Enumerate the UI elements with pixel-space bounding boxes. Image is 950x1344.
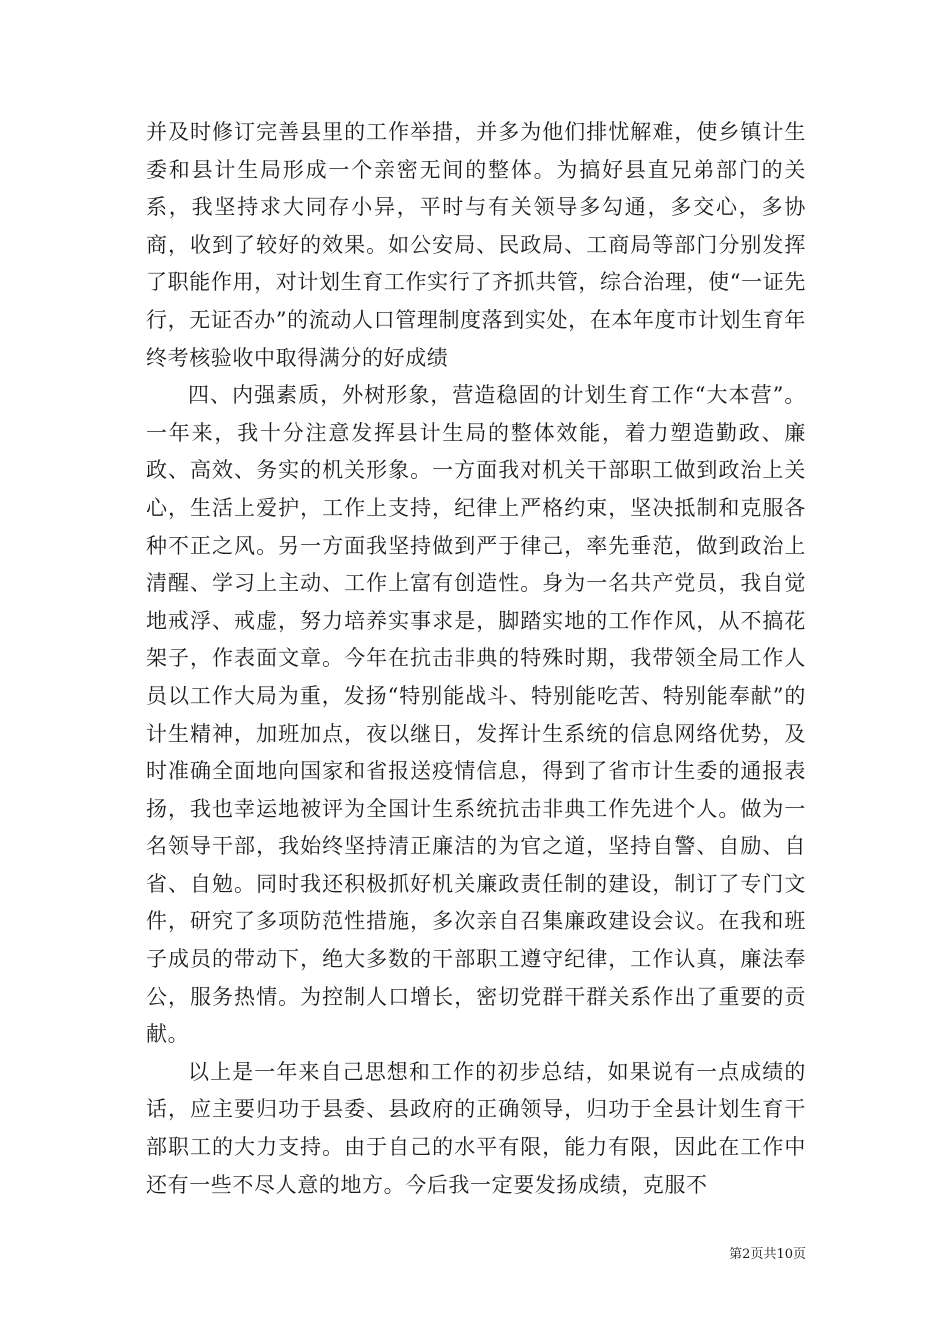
paragraph-coordination: 并及时修订完善县里的工作举措，并多为他们排忧解难，使乡镇计生委和县计生局形成一个亲密无间的整体。为搞好县直兄弟部门的关系，我坚持求大同存小异，平时与有关领导多勾通，多交心，多协商，收到了较好的效果。如公安局、民政局、工商局等部门分别发挥了职能作用，对计划生育工作实行了齐抓共管，综合治理，使“一证先行，无证否办”的流动人口管理制度落到实处，在本年度市计划生育年终考核验收中取得满分的好成绩 bbox=[146, 120, 806, 370]
paragraph-summary: 以上是一年来自己思想和工作的初步总结，如果说有一点成绩的话，应主要归功于县委、县政府的正确领导，归功于全县计划生育干部职工的大力支持。由于自己的水平有限，能力有限，因此在工作中还有一些不尽人意的地方。今后我一定要发扬成绩，克服不 bbox=[146, 1059, 806, 1197]
paragraph-section-four: 四、内强素质，外树形象，营造稳固的计划生育工作“大本营”。一年来，我十分注意发挥县计生局的整体效能，着力塑造勤政、廉政、高效、务实的机关形象。一方面我对机关干部职工做到政治上关心，生活上爱护，工作上支持，纪律上严格约束，坚决抵制和克服各种不正之风。另一方面我坚持做到严于律己，率先垂范，做到政治上清醒、学习上主动、工作上富有创造性。身为一名共产党员，我自觉地戒浮、戒虚，努力培养实事求是，脚踏实地的工作作风，从不搞花架子，作表面文章。今年在抗击非典的特殊时期，我带领全局工作人员以工作大局为重，发扬“特别能战斗、特别能吃苦、特别能奉献”的计生精神，加班加点，夜以继日，发挥计生系统的信息网络优势，及时准确全面地向国家和省报送疫情信息，得到了省市计生委的通报表扬，我也幸运地被评为全国计生系统抗击非典工作先进个人。做为一名领导干部，我始终坚持清正廉洁的为官之道，坚持自警、自励、自省、自勉。同时我还积极抓好机关廉政责任制的建设，制订了专门文件，研究了多项防范性措施，多次亲自召集廉政建设会议。在我和班子成员的带动下，绝大多数的干部职工遵守纪律，工作认真，廉法奉公，服务热情。为控制人口增长，密切党群干群关系作出了重要的贡献。 bbox=[146, 383, 806, 1047]
page-number: 第2页共10页 bbox=[729, 1247, 806, 1262]
body-text bbox=[146, 114, 806, 1204]
